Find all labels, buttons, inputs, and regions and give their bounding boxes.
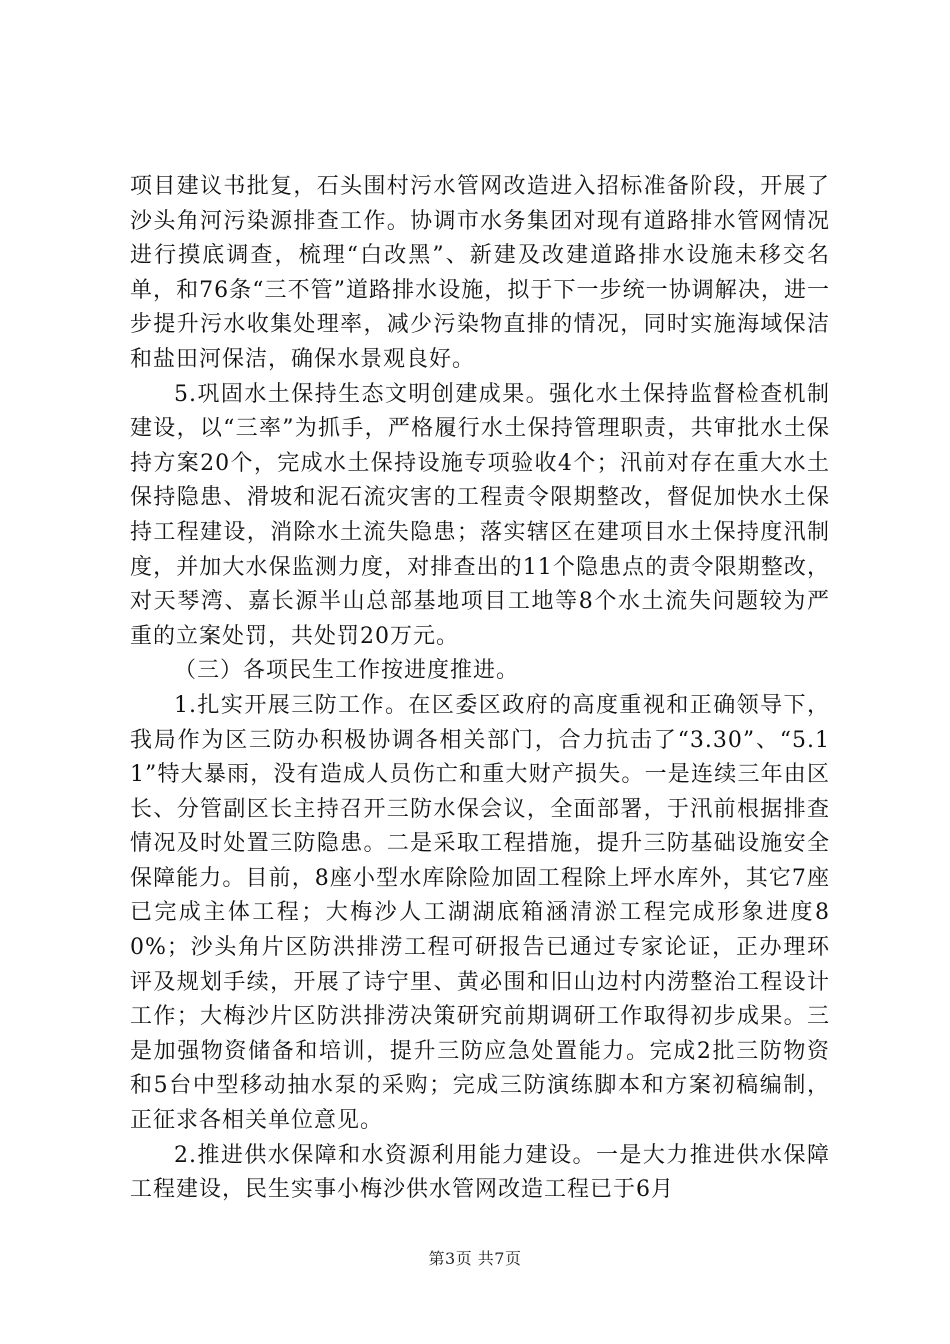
paragraph-item-1: 1.扎实开展三防工作。在区委区政府的高度重视和正确领导下，我局作为区三防办积极协调各相关部门，合力抗击了“3.30”、“5.11”特大暴雨，没有造成人员伤亡和重大财产损失。一是连续三年由区长、分管副区长主持召开三防水保会议，全面部署，于汛前根据排查情况及时处置三防隐患。二是采取工程措施，提升三防基础设施安全保障能力。目前，8座小型水库除险加固工程除上坪水库外，其它7座已完成主体工程；大梅沙人工湖湖底箱涵清淤工程完成形象进度80%；沙头角片区防洪排涝工程可研报告已通过专家论证，正办理环评及规划手续，开展了诗宁里、黄必围和旧山边村内涝整治工程设计工作；大梅沙片区防洪排涝决策研究前期调研工作取得初步成果。三是加强物资储备和培训，提升三防应急处置能力。完成2批三防物资和5台中型移动抽水泵的采购；完成三防演练脚本和方案初稿编制，正征求各相关单位意见。 bbox=[130, 692, 830, 1134]
section-heading-3: （三）各项民生工作按进度推进。 bbox=[174, 658, 520, 684]
paragraph-continued: 项目建议书批复，石头围村污水管网改造进入招标准备阶段，开展了沙头角河污染源排查工作。协调市水务集团对现有道路排水管网情况进行摸底调查，梳理“白改黑”、新建及改建道路排水设施未移交名单，和76条“三不管”道路排水设施，拟于下一步统一协调解决，进一步提升污水收集处理率，减少污染物直排的情况，同时实施海域保洁和盐田河保洁，确保水景观良好。 bbox=[130, 174, 830, 372]
page-number-footer: 第3页 共7页 bbox=[428, 1249, 522, 1268]
paragraph-item-2: 2.推进供水保障和水资源利用能力建设。一是大力推进供水保障工程建设，民生实事小梅沙供水管网改造工程已于6月 bbox=[130, 1142, 830, 1203]
document-body bbox=[130, 170, 830, 1208]
paragraph-item-5: 5.巩固水土保持生态文明创建成果。强化水土保持监督检查机制建设，以“三率”为抓手，严格履行水土保持管理职责，共审批水土保持方案20个，完成水土保持设施专项验收4个；汛前对存在重大水土保持隐患、滑坡和泥石流灾害的工程责令限期整改，督促加快水土保持工程建设，消除水土流失隐患；落实辖区在建项目水土保持度汛制度，并加大水保监测力度，对排查出的11个隐患点的责令限期整改，对天琴湾、嘉长源半山总部基地项目工地等8个水土流失问题较为严重的立案处罚，共处罚20万元。 bbox=[130, 381, 830, 649]
